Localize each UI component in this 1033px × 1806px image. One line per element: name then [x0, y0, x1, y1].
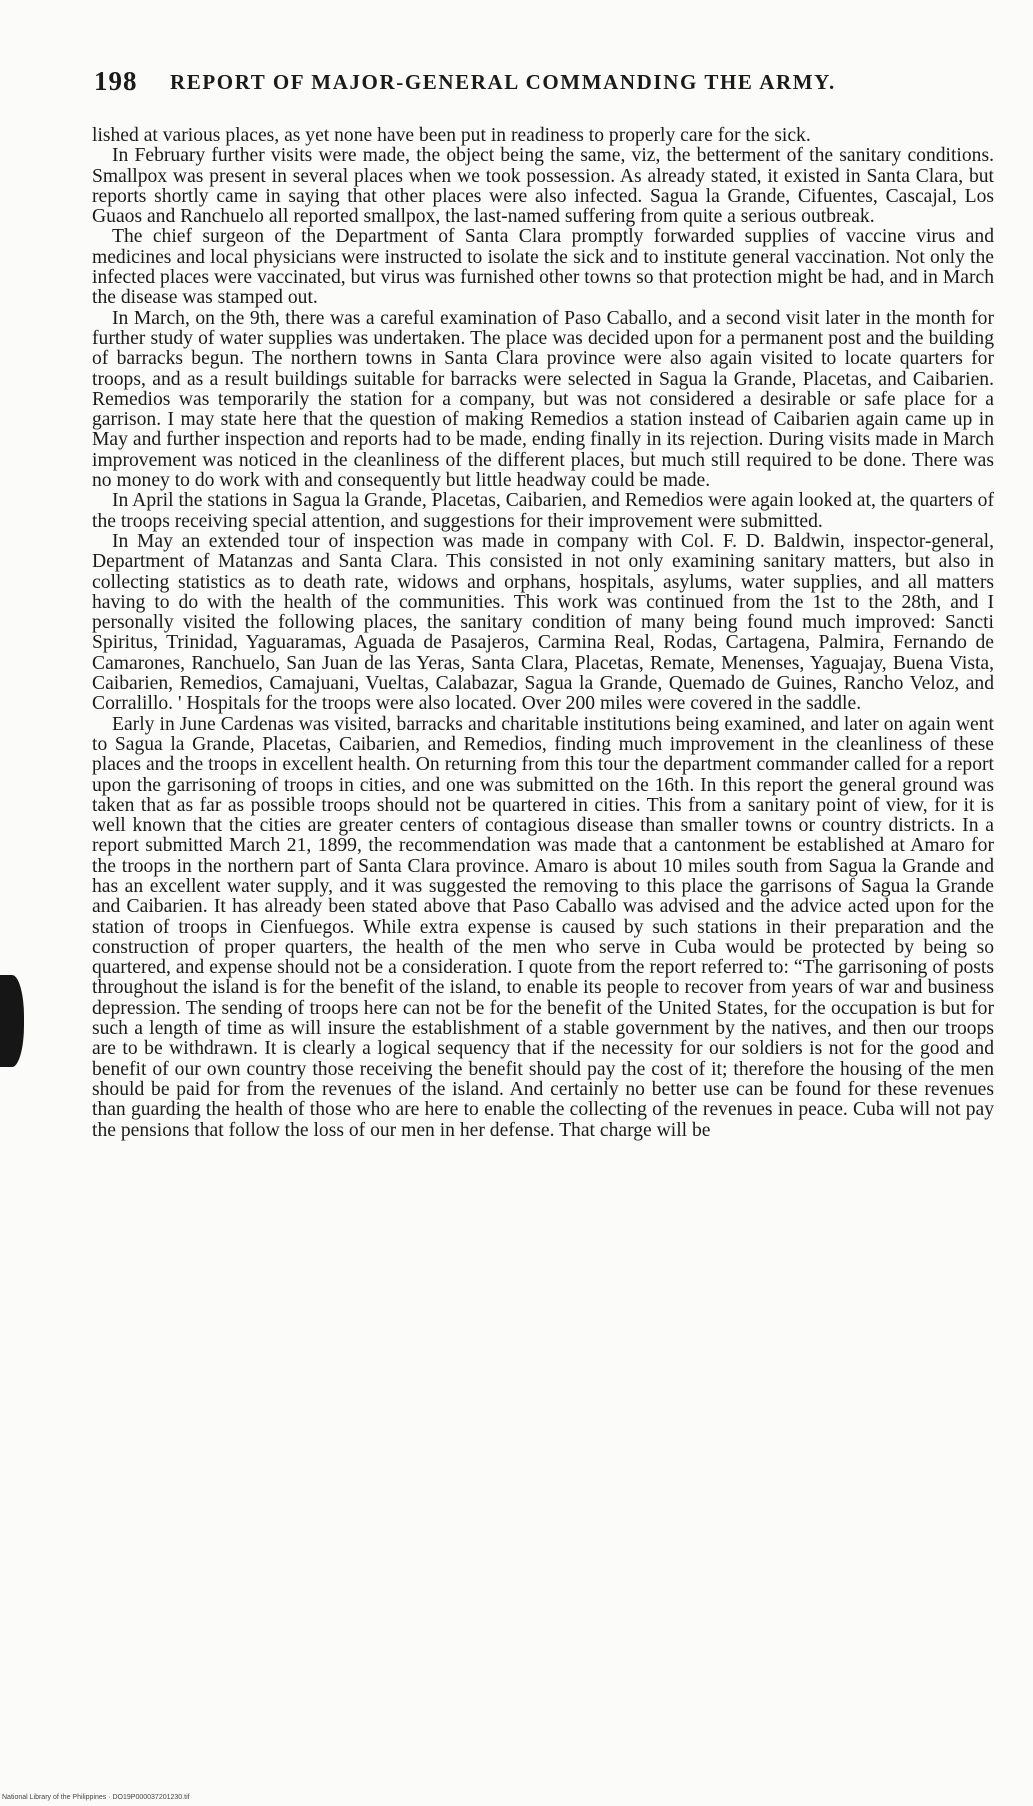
- paragraph-february: In February further visits were made, the object being the same, viz, the betterment of the sanitary conditions. Smallpox was present in several places when we took possession. As already stated, it existed in Santa Clara, but reports shortly came in saying that other places were also infected. Sagua la Grande, Cifuentes, Cascajal, Los Guaos and Ranchuelo all reported smallpox, the last-named suffering from quite a serious outbreak.: [92, 145, 994, 228]
- page-header: [94, 66, 934, 106]
- paragraph-march: In March, on the 9th, there was a careful examination of Paso Caballo, and a second visit later in the month for further study of water supplies was undertaken. The place was decided upon for a permanent post and the building of barracks begun. The northern towns in Santa Clara province were also again visited to locate quarters for troops, and as a result buildings suitable for barracks were selected in Sagua la Grande, Placetas, and Caibarien. Remedios was temporarily the station for a company, but was not considered a desirable or safe place for a garrison. I may state here that the question of making Remedios a station instead of Caibarien again came up in May and further inspection and reports had to be made, ending finally in its rejection. During visits made in March improvement was noticed in the cleanliness of the different places, but much still required to be done. There was no money to do work with and consequently but little headway could be made.: [92, 307, 994, 492]
- page-number: 198: [94, 66, 138, 96]
- paragraph-continued: lished at various places, as yet none have been put in readiness to properly care for the sick.: [92, 125, 811, 146]
- scan-credit-footer: National Library of the Philippines · DO19P000037201230.tif: [2, 1794, 190, 1801]
- paragraph-may: In May an extended tour of inspection was made in company with Col. F. D. Baldwin, inspector-general, Department of Matanzas and Santa Clara. This consisted in not only examining sanitary matters, but also in collecting statistics as to death rate, widows and orphans, hospitals, asylums, water supplies, and all matters having to do with the health of the communities. This work was continued from the 1st to the 28th, and I personally visited the following places, the sanitary condition of many being found much improved: Sancti Spiritus, Trinidad, Yaguaramas, Aguada de Pasajeros, Carmina Real, Rodas, Cartagena, Palmira, Fernando de Camarones, Ranchuelo, San Juan de las Yeras, Santa Clara, Placetas, Remate, Menenses, Yaguajay, Buena Vista, Caibarien, Remedios, Camajuani, Vueltas, Calabazar, Sagua la Grande, Quemado de Guines, Rancho Veloz, and Corralillo. ' Hospitals for the troops were also located. Over 200 miles were covered in the saddle.: [92, 530, 994, 715]
- scan-shadow-mark: [0, 975, 24, 1067]
- paragraph-chief-surgeon: The chief surgeon of the Department of Santa Clara promptly forwarded supplies of vaccine virus and medicines and local physicians were instructed to isolate the sick and to institute general vaccination. Not only the infected places were vaccinated, but virus was furnished other towns so that protection might be had, and in March the disease was stamped out.: [92, 226, 994, 309]
- paragraph-april: In April the stations in Sagua la Grande, Placetas, Caibarien, and Remedios were again looked at, the quarters of the troops receiving special attention, and suggestions for their improvement were submitted.: [92, 490, 994, 532]
- paragraph-june: Early in June Cardenas was visited, barracks and charitable institutions being examined, and later on again went to Sagua la Grande, Placetas, Caibarien, and Remedios, finding much improvement in the cleanliness of these places and the troops in excellent health. On returning from this tour the department commander called for a report upon the garrisoning of troops in cities, and one was submitted on the 16th. In this report the general ground was taken that as far as possible troops should not be quartered in cities. This from a sanitary point of view, for it is well known that the cities are greater centers of contagious disease than smaller towns or country districts. In a report submitted March 21, 1899, the recommendation was made that a cantonment be established at Amaro for the troops in the northern part of Santa Clara province. Amaro is about 10 miles south from Sagua la Grande and has an excellent water supply, and it was suggested the removing to this place the garrisons of Sagua la Grande and Caibarien. It has already been stated above that Paso Caballo was advised and the advice acted upon for the station of troops in Cienfuegos. While extra expense is caused by such stations in their preparation and the construction of proper quarters, the health of the men who serve in Cuba would be protected by being so quartered, and expense should not be a consideration. I quote from the report referred to: “The garrisoning of posts throughout the island is for the benefit of the island, to enable its people to recover from years of war and business depression. The sending of troops here can not be for the benefit of the United States, for the occupation is but for such a length of time as will insure the establishment of a stable government by the natives, and then our troops are to be withdrawn. It is clearly a logical sequency that if the necessity for our soldiers is not for the good and benefit of our own country those receiving the benefit should pay the cost of it; therefore the housing of the men should be paid for from the revenues of the island. And certainly no better use can be found for these revenues than guarding the health of those who are here to enable the collecting of the revenues in peace. Cuba will not pay the pensions that follow the loss of our men in her defense. That charge will be: [92, 713, 994, 1141]
- running-head: REPORT OF MAJOR-GENERAL COMMANDING THE ARMY.: [170, 70, 836, 94]
- body-text: [92, 126, 994, 1141]
